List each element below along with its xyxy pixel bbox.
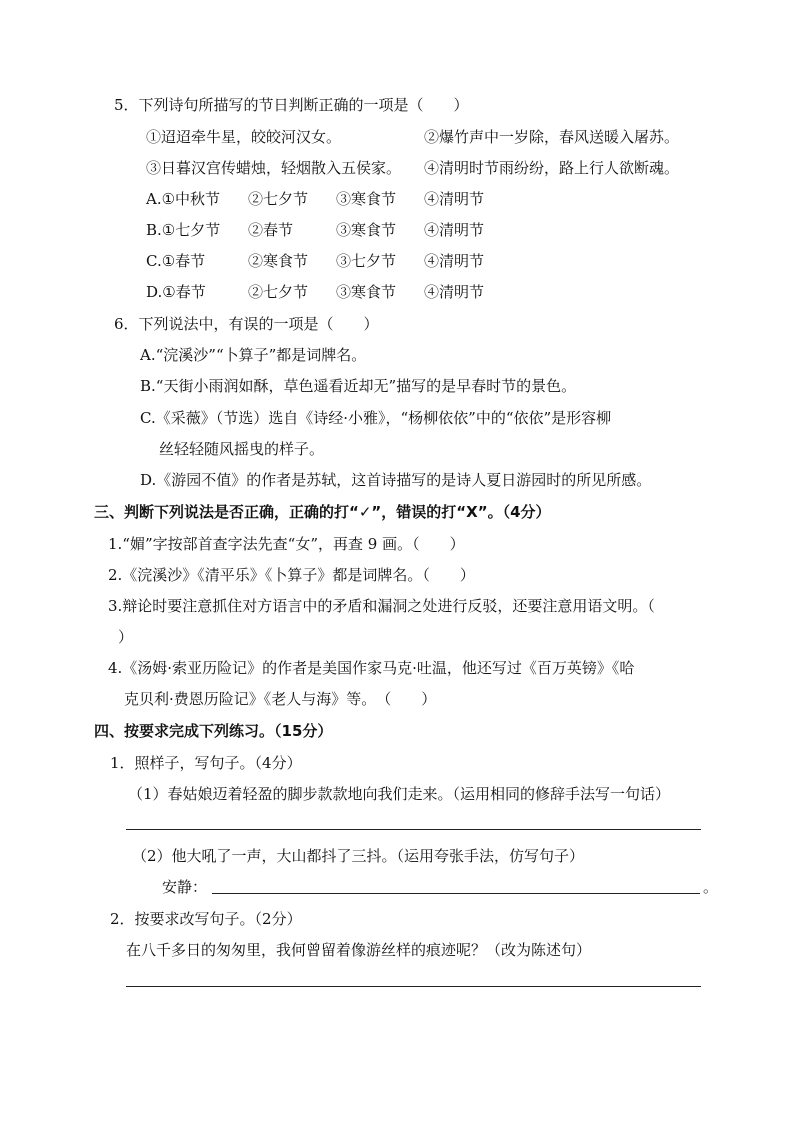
option-part: ②七夕节 xyxy=(248,190,309,208)
option-part: D.①春节 xyxy=(146,283,206,301)
q5-stem: 5．下列诗句所描写的节日判断正确的一项是（ ） xyxy=(114,96,469,114)
option-part: A.①中秋节 xyxy=(146,190,221,208)
option-part: ②春节 xyxy=(248,221,294,239)
q6-option-c-line2: 丝轻轻随风摇曳的样子。 xyxy=(159,440,325,458)
sec4-question-2: 2．按要求改写句子。（2分） xyxy=(110,910,302,928)
sec4-question-1: 1．照样子，写句子。（4分） xyxy=(110,754,302,772)
sec3-item-4-line1: 4.《汤姆·索亚历险记》的作者是美国作家马克·吐温，他还写过《百万英镑》《哈 xyxy=(108,659,635,677)
sec3-item-3-line1: 3.辩论时要注意抓住对方语言中的矛盾和漏洞之处进行反驳，还要注意用语文明。（ xyxy=(108,597,655,615)
q6-option-c-line1: C.《采薇》（节选）选自《诗经·小雅》，“杨柳依依”中的“依依”是形容柳 xyxy=(140,409,612,427)
q6-option-a: A.“浣溪沙”“卜算子”都是词牌名。 xyxy=(140,346,367,364)
q5-poem-1: ①迢迢牵牛星，皎皎河汉女。 xyxy=(146,128,342,146)
section-4-title: 四、按要求完成下列练习。（15分） xyxy=(94,722,333,740)
q5-poem-4: ④清明时节雨纷纷，路上行人欲断魂。 xyxy=(424,159,680,177)
answer-end-period: 。 xyxy=(703,878,719,896)
option-part: ③寒食节 xyxy=(336,190,397,208)
option-part: C.①春节 xyxy=(146,252,206,270)
option-part: ③寒食节 xyxy=(336,283,397,301)
option-part: ④清明节 xyxy=(424,221,485,239)
option-part: B.①七夕节 xyxy=(146,221,221,239)
sec3-item-4-line2: 克贝利·费恩历险记》《老人与海》等。 （ ） xyxy=(124,690,437,708)
q6-option-d: D.《游园不值》的作者是苏轼，这首诗描写的是诗人夏日游园时的所见所感。 xyxy=(140,471,652,489)
sec3-item-1: 1.“媚”字按部首查字法先查“女”，再查 9 画。（ ） xyxy=(108,535,465,553)
answer-line[interactable] xyxy=(212,893,700,894)
sec3-item-2: 2.《浣溪沙》《清平乐》《卜算子》都是词牌名。（ ） xyxy=(108,566,475,584)
option-part: ④清明节 xyxy=(424,190,485,208)
option-part: ④清明节 xyxy=(424,283,485,301)
sec4-question-1-1: （1）春姑娘迈着轻盈的脚步款款地向我们走来。（运用相同的修辞手法写一句话） xyxy=(128,785,671,803)
sec3-item-3-line2: ） xyxy=(118,628,134,646)
option-part: ③七夕节 xyxy=(336,252,397,270)
q6-option-b: B.“天街小雨润如酥，草色遥看近却无”描写的是早春时节的景色。 xyxy=(140,377,577,395)
answer-label-anjing: 安静： xyxy=(162,878,208,896)
sec4-question-2-text: 在八千多日的匆匆里，我何曾留着像游丝样的痕迹呢？（改为陈述句） xyxy=(126,941,592,959)
q5-poem-3: ③日暮汉宫传蜡烛，轻烟散入五侯家。 xyxy=(146,159,402,177)
q6-stem: 6．下列说法中，有误的一项是（ ） xyxy=(114,315,379,333)
sec4-question-1-2: （2）他大吼了一声，大山都抖了三抖。（运用夸张手法，仿写句子） xyxy=(132,847,585,865)
option-part: ④清明节 xyxy=(424,252,485,270)
answer-line[interactable] xyxy=(126,986,701,987)
section-3-title: 三、判断下列说法是否正确，正确的打“✓”，错误的打“X”。（4分） xyxy=(94,503,551,521)
answer-line[interactable] xyxy=(126,829,701,830)
option-part: ②寒食节 xyxy=(248,252,309,270)
option-part: ③寒食节 xyxy=(336,221,397,239)
q5-poem-2: ②爆竹声中一岁除，春风送暖入屠苏。 xyxy=(424,128,680,146)
option-part: ②七夕节 xyxy=(248,283,309,301)
